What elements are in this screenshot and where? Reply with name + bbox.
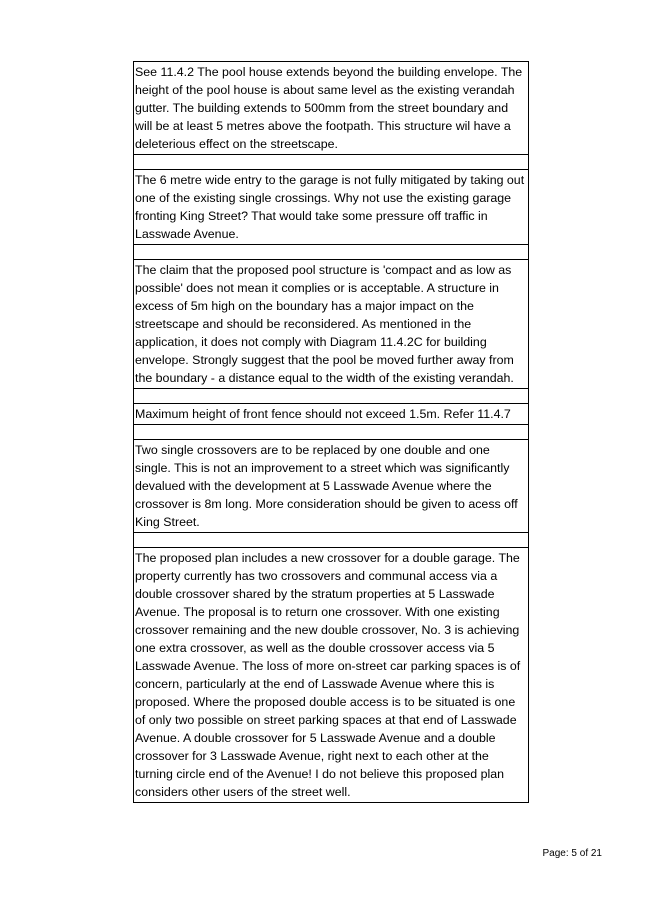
- spacer-cell: [134, 533, 529, 548]
- table-row: [134, 260, 529, 389]
- comment-cell: Maximum height of front fence should not exceed 1.5m. Refer 11.4.7: [134, 404, 529, 425]
- spacer-cell: [134, 389, 529, 404]
- comment-cell: See 11.4.2 The pool house extends beyond the building envelope. The height of the pool house is about same level as the existing verandah gutter. The building extends to 500mm from the street boundary and will be at least 5 metres above the footpath. This structure wil have a deleterious effect on the streetscape.: [134, 62, 529, 155]
- comment-cell: Two single crossovers are to be replaced by one double and one single. This is not an improvement to a street which was significantly devalued with the development at 5 Lasswade Avenue where the crossover is 8m long. More consideration should be given to acess off King Street.: [134, 440, 529, 533]
- table-row-spacer: [134, 533, 529, 548]
- table-row-spacer: [134, 245, 529, 260]
- comment-cell: The proposed plan includes a new crossover for a double garage. The property currently has two crossovers and communal access via a double crossover shared by the stratum properties at 5 Lasswade Avenue. The proposal is to return one crossover. With one existing crossover remaining and the new double crossover, No. 3 is achieving one extra crossover, as well as the double crossover access via 5 Lasswade Avenue. The loss of more on-street car parking spaces is of concern, particularly at the end of Lasswade Avenue where this is proposed. Where the proposed double access is to be situated is one of only two possible on street parking spaces at that end of Lasswade Avenue. A double crossover for 5 Lasswade Avenue and a double crossover for 3 Lasswade Avenue, right next to each other at the turning circle end of the Avenue! I do not believe this proposed plan considers other users of the street well.: [134, 548, 529, 803]
- table-row: [134, 404, 529, 425]
- table-row-spacer: [134, 425, 529, 440]
- comments-table: [133, 61, 529, 803]
- table-row: [134, 170, 529, 245]
- table-row-spacer: [134, 155, 529, 170]
- table-row: [134, 62, 529, 155]
- table-row: [134, 440, 529, 533]
- table-row-spacer: [134, 389, 529, 404]
- comment-cell: The claim that the proposed pool structure is 'compact and as low as possible' does not mean it complies or is acceptable. A structure in excess of 5m high on the boundary has a major impact on the streetscape and should be reconsidered. As mentioned in the application, it does not comply with Diagram 11.4.2C for building envelope. Strongly suggest that the pool be moved further away from the boundary - a distance equal to the width of the existing verandah.: [134, 260, 529, 389]
- table-row: [134, 548, 529, 803]
- comment-cell: The 6 metre wide entry to the garage is not fully mitigated by taking out one of the existing single crossings. Why not use the existing garage fronting King Street? That would take some pressure off traffic in Lasswade Avenue.: [134, 170, 529, 245]
- page-number: Page: 5 of 21: [542, 848, 602, 859]
- spacer-cell: [134, 155, 529, 170]
- spacer-cell: [134, 245, 529, 260]
- spacer-cell: [134, 425, 529, 440]
